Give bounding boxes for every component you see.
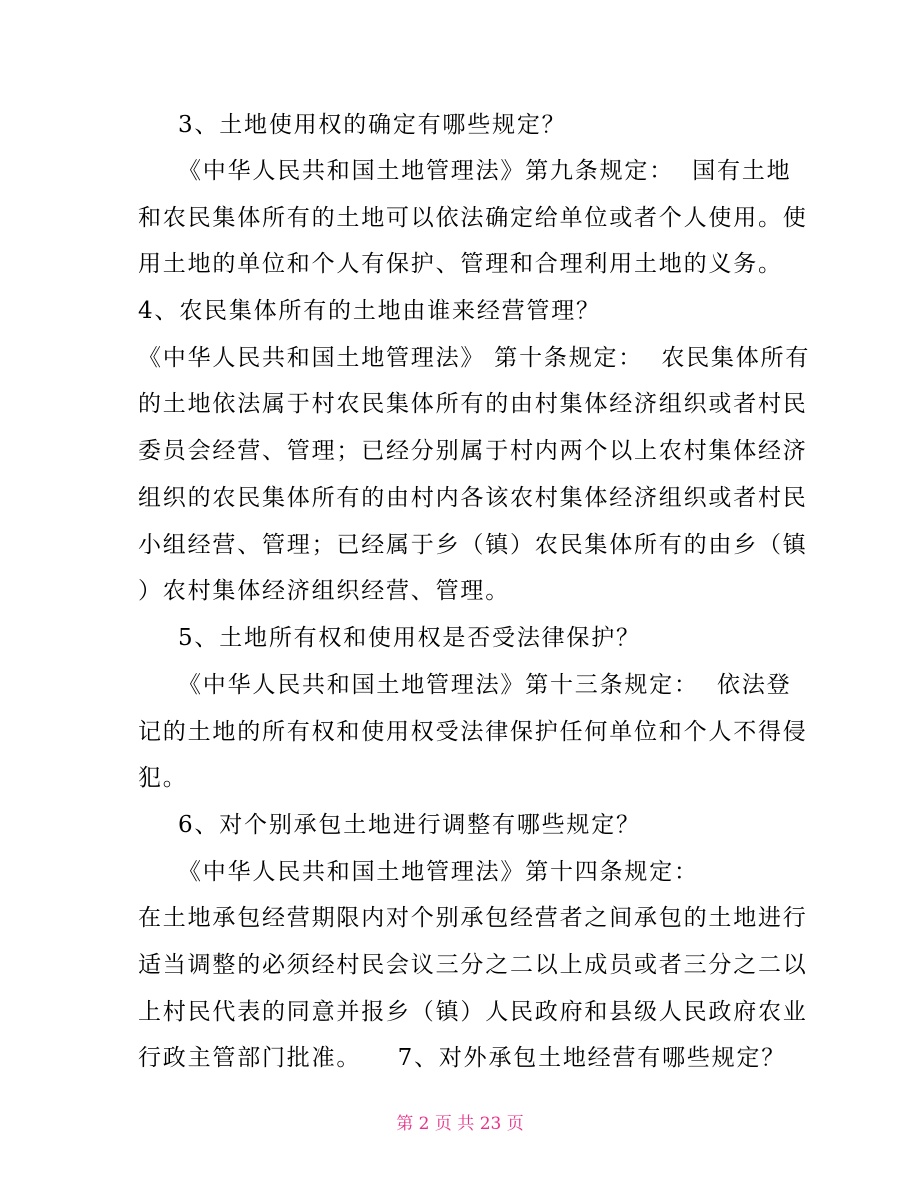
paragraph-line: 用土地的单位和个人有保护、管理和合理利用土地的义务。 (138, 251, 783, 277)
paragraph-line: 《中华人民共和国土地管理法》第十三条规定： 依法登 (178, 672, 792, 698)
paragraph-line: 《中华人民共和国土地管理法》 第十条规定： 农民集体所有 (138, 345, 811, 371)
paragraph-line: 委员会经营、管理；已经分别属于村内两个以上农村集体经济 (138, 438, 808, 464)
paragraph-line: 在土地承包经营期限内对个别承包经营者之间承包的土地进行 (138, 905, 808, 931)
page-number-footer: 第 2 页 共 23 页 (396, 1114, 524, 1134)
paragraph-line: 《中华人民共和国土地管理法》第九条规定： 国有土地 (178, 158, 792, 184)
paragraph-line: 小组经营、管理；已经属于乡（镇）农民集体所有的由乡（镇 (138, 532, 808, 558)
paragraph-line: ）农村集体经济组织经营、管理。 (138, 578, 510, 604)
paragraph-line: 犯。 (138, 765, 188, 791)
question-4-heading: 4、农民集体所有的土地由谁来经营管理？ (138, 298, 601, 324)
paragraph-line: 行政主管部门批准。 7、对外承包土地经营有哪些规定？ (138, 1045, 787, 1071)
paragraph-line: 组织的农民集体所有的由村内各该农村集体经济组织或者村民 (138, 485, 808, 511)
paragraph-line: 和农民集体所有的土地可以依法确定给单位或者个人使用。使 (138, 205, 808, 231)
paragraph-line: 《中华人民共和国土地管理法》第十四条规定： (178, 859, 699, 885)
paragraph-line: 适当调整的必须经村民会议三分之二以上成员或者三分之二以 (138, 952, 808, 978)
question-3-heading: 3、土地使用权的确定有哪些规定？ (178, 112, 567, 138)
paragraph-line: 上村民代表的同意并报乡（镇）人民政府和县级人民政府农业 (138, 999, 808, 1025)
paragraph-line: 记的土地的所有权和使用权受法律保护任何单位和个人不得侵 (138, 719, 808, 745)
question-5-heading: 5、土地所有权和使用权是否受法律保护？ (178, 625, 641, 651)
paragraph-line: 的土地依法属于村农民集体所有的由村集体经济组织或者村民 (138, 391, 808, 417)
question-6-heading: 6、对个别承包土地进行调整有哪些规定？ (178, 812, 641, 838)
